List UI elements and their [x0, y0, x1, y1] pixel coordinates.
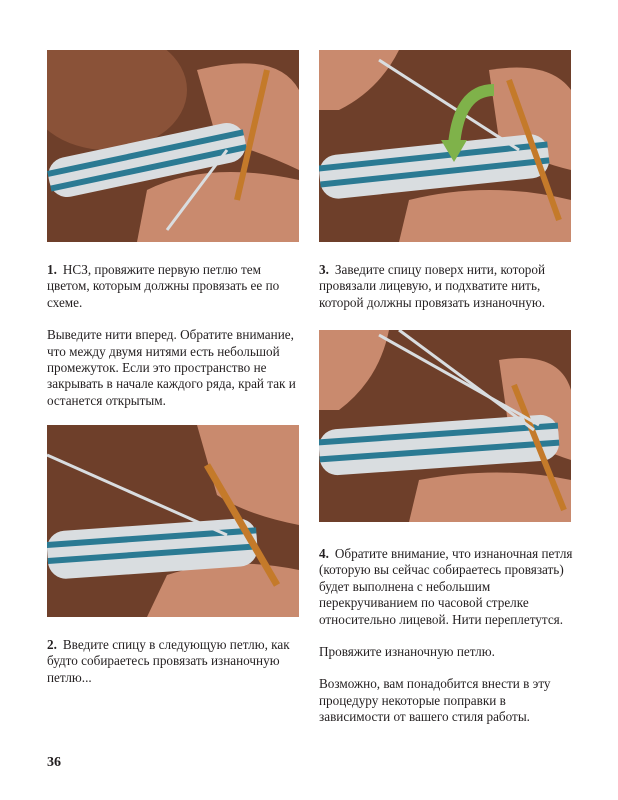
photo-step-2 — [47, 425, 299, 617]
step-3-paragraph-1: Заведите спицу поверх нити, которой провязали лицевую, и подхватите нить, которой должны провязать изнаночную. — [319, 262, 546, 310]
page-number: 36 — [47, 755, 61, 770]
step-2-number: 2. — [47, 637, 57, 652]
step-3-text — [319, 262, 573, 327]
step-4-text — [319, 546, 573, 742]
step-4-paragraph-1: Обратите внимание, что изнаночная петля (которую вы сейчас собираетесь провязать) будет выполнена с небольшим перекручиванием по часовой стрелке относительно лицевой. Нити переплетутся. — [319, 546, 573, 627]
photo-step-3 — [319, 50, 571, 242]
step-3-paragraph — [319, 262, 573, 311]
step-4-paragraph-3: Возможно, вам понадобится внести в эту процедуру некоторые поправки в зависимости от вашего стиля работы. — [319, 676, 551, 725]
step-4-paragraph — [319, 546, 573, 628]
step-3-number: 3. — [319, 262, 329, 277]
step-1-paragraph-2: Выведите нити вперед. Обратите внимание, что между двумя нитями есть небольшой промежуток. Если это пространство не закрывать в начале каждого ряда, край так и останется открытым. — [47, 327, 296, 408]
photo-step-4 — [319, 330, 571, 522]
step-1-paragraph-1: НСЗ, провяжите первую петлю тем цветом, которым должны провязать ее по схеме. — [47, 262, 280, 310]
step-2-paragraph-1: Введите спицу в следующую петлю, как будто собираетесь провязать изнаночную петлю... — [47, 637, 290, 685]
step-1-number: 1. — [47, 262, 57, 277]
step-2-text — [47, 637, 305, 702]
step-4-number: 4. — [319, 546, 329, 561]
step-1-paragraph — [47, 262, 305, 311]
step-1-text — [47, 262, 305, 425]
step-4-paragraph-2: Провяжите изнаночную петлю. — [319, 644, 495, 660]
step-2-paragraph — [47, 637, 305, 686]
photo-step-1 — [47, 50, 299, 242]
